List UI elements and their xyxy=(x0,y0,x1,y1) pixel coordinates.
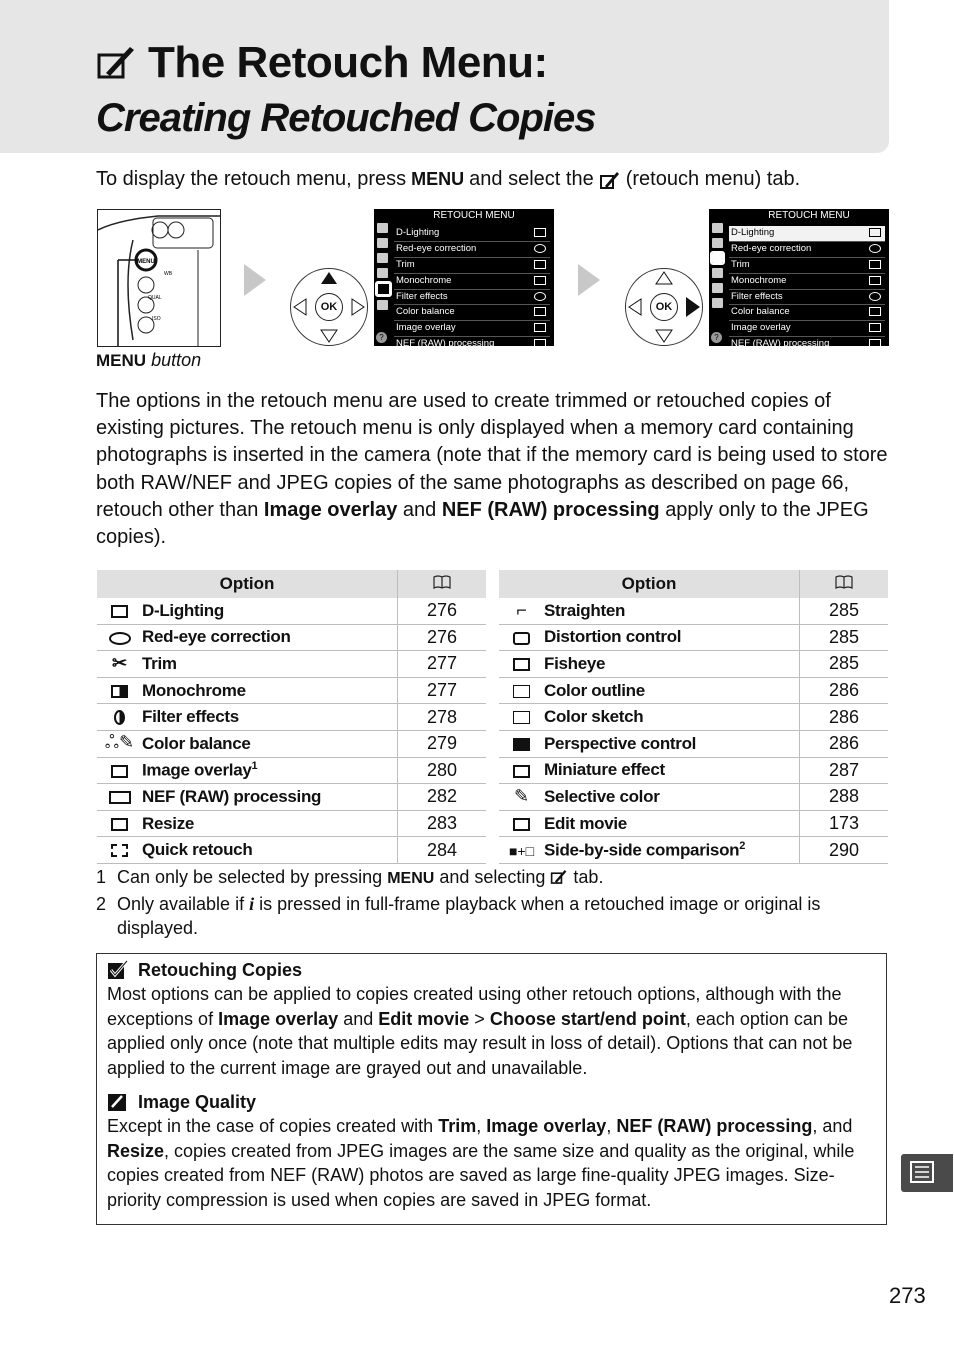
figure-caption xyxy=(96,350,201,371)
retouch-menu-icon xyxy=(96,45,138,81)
table-row: Fisheye 285 xyxy=(499,651,888,678)
lcd-screen-1 xyxy=(374,209,554,350)
table-row: Color sketch 286 xyxy=(499,704,888,731)
table-row: Perspective control 286 xyxy=(499,730,888,757)
filter-effects-icon xyxy=(114,710,125,725)
table-row: Red-eye correction 276 xyxy=(97,624,486,651)
help-icon: ? xyxy=(711,332,722,343)
side-by-side-icon: ■+□ xyxy=(508,842,535,859)
screen-item: Filter effects xyxy=(394,290,550,306)
screen-item-selected: D-Lighting xyxy=(729,226,885,242)
screen-item: Monochrome xyxy=(394,274,550,290)
table-row: Edit movie 173 xyxy=(499,810,888,837)
menu-list-icon xyxy=(901,1154,953,1192)
screen-header: RETOUCH MENU xyxy=(433,210,515,221)
screen-item: Red-eye correction xyxy=(394,242,550,258)
section-side-tab xyxy=(901,1154,953,1192)
step-arrow-2 xyxy=(578,264,600,296)
intro-line xyxy=(96,168,800,191)
screen-item: Color balance xyxy=(394,305,550,321)
perspective-icon xyxy=(513,738,530,751)
table-row: Miniature effect 287 xyxy=(499,757,888,784)
screen-header: RETOUCH MENU xyxy=(768,210,850,221)
table-row: ✂ Trim 277 xyxy=(97,651,486,678)
screen-item: Color balance xyxy=(729,305,885,321)
retouch-tab-icon xyxy=(550,868,568,885)
table-row: Quick retouch 284 xyxy=(97,837,486,864)
info-button-label: i xyxy=(249,893,255,914)
header-option: Option xyxy=(97,570,398,598)
d-lighting-icon xyxy=(111,605,128,618)
table-row: ✎ Selective color 288 xyxy=(499,784,888,811)
table-row: Image overlay$^1$ 280 xyxy=(97,757,486,784)
intro-text-1: To display the retouch menu, press xyxy=(96,168,407,190)
screen-item: D-Lighting xyxy=(394,226,550,242)
note-heading-retouching: Retouching Copies xyxy=(107,958,876,982)
screen-item: Image overlay xyxy=(394,321,550,337)
page-subtitle: Creating Retouched Copies xyxy=(96,96,596,140)
fisheye-icon xyxy=(513,658,530,671)
options-table-left xyxy=(97,570,486,864)
footnote-1: 1 Can only be selected by pressing MENU and selecting tab. xyxy=(96,867,604,887)
screen-item: Red-eye correction xyxy=(729,242,885,258)
screen-item: Trim xyxy=(729,258,885,274)
multi-selector-2 xyxy=(625,268,703,346)
table-row: ⌐ Straighten 285 xyxy=(499,598,888,624)
red-eye-icon xyxy=(109,632,131,645)
note-box xyxy=(96,953,887,1225)
table-row: Distortion control 285 xyxy=(499,624,888,651)
distortion-icon xyxy=(513,632,530,645)
header-option: Option xyxy=(499,570,800,598)
menu-tabs xyxy=(711,219,725,313)
body-paragraph: The options in the retouch menu are used to create trimmed or retouched copies of existing pictures. The retouch menu is only displayed when a memory card containing photographs is inserted in the camera (note that if the memory card is being used to store both RAW/NEF and JPEG copies of the same photographs as described on page 66, retouch other than Image overlay and NEF (RAW) processing apply only to the JPEG copies). xyxy=(96,390,888,549)
book-icon xyxy=(800,570,889,598)
page-title xyxy=(96,38,548,88)
screen-item: Filter effects xyxy=(729,290,885,306)
book-icon xyxy=(398,570,487,598)
straighten-icon: ⌐ xyxy=(516,600,527,621)
svg-text:ISO: ISO xyxy=(152,316,161,322)
quick-retouch-icon xyxy=(111,844,128,857)
note-heading-quality: Image Quality xyxy=(107,1090,876,1114)
edit-movie-icon xyxy=(513,818,530,831)
camera-back-illustration xyxy=(97,209,221,347)
table-row: D-Lighting 276 xyxy=(97,598,486,624)
step-arrow-1 xyxy=(244,264,266,296)
table-row: Resize 283 xyxy=(97,810,486,837)
resize-icon xyxy=(111,818,128,831)
footnotes xyxy=(96,865,886,941)
color-balance-icon: ஃ✎ xyxy=(104,732,135,753)
footnote-2: 2 Only available if i is pressed in full-frame playback when a retouched image or original is displayed. xyxy=(96,893,821,938)
svg-text:WB: WB xyxy=(164,271,173,277)
image-overlay-icon xyxy=(111,765,128,778)
selective-color-icon: ✎ xyxy=(513,786,530,807)
help-icon: ? xyxy=(376,332,387,343)
table-row: ■+□ Side-by-side comparison$^2$ 290 xyxy=(499,837,888,864)
color-outline-icon xyxy=(513,685,530,698)
page-number: 273 xyxy=(889,1283,926,1308)
ok-button: OK xyxy=(650,293,678,321)
options-table-right xyxy=(499,570,888,864)
title-text: The Retouch Menu: xyxy=(148,38,548,87)
note-paragraph-1: Most options can be applied to copies created using other retouch options, although with the exceptions of Image overlay and Edit movie > Choose start/end point, each option can be applied only once (note that multiple edits may result in loss of detail). Options that can not be applied to the current image are grayed out and unavailable. xyxy=(107,984,853,1078)
screen-item: NEF (RAW) processing xyxy=(394,337,550,352)
table-row: Monochrome 277 xyxy=(97,677,486,704)
table-row: Color outline 286 xyxy=(499,677,888,704)
screen-item: Image overlay xyxy=(729,321,885,337)
svg-text:QUAL: QUAL xyxy=(148,295,162,301)
note-paragraph-2: Except in the case of copies created with Trim, Image overlay, NEF (RAW) processing, and Resize, copies created from JPEG images are the same size and quality as the original, while copies created from NEF (RAW) photos are saved as large fine-quality JPEG images. Size-priority compression is used when copies are saved in JPEG format. xyxy=(107,1116,855,1210)
table-row: NEF (RAW) processing 282 xyxy=(97,784,486,811)
miniature-icon xyxy=(513,765,530,778)
checkmark-note-icon xyxy=(107,960,129,980)
menu-button-label: MENU xyxy=(411,169,465,189)
intro-text-3: (retouch menu) tab. xyxy=(625,168,801,190)
color-sketch-icon xyxy=(513,711,530,724)
menu-tabs xyxy=(376,219,390,315)
caption-menu: MENU xyxy=(96,351,147,370)
trim-scissors-icon: ✂ xyxy=(111,653,128,674)
retouch-tab-icon xyxy=(599,170,621,190)
pencil-note-icon xyxy=(107,1092,129,1112)
screen-item: NEF (RAW) processing xyxy=(729,337,885,352)
svg-text:MENU: MENU xyxy=(137,259,155,265)
screen-item: Trim xyxy=(394,258,550,274)
lcd-screen-2 xyxy=(709,209,889,350)
nef-raw-icon xyxy=(109,791,131,804)
monochrome-icon xyxy=(111,685,128,698)
multi-selector-1 xyxy=(290,268,368,346)
ok-button: OK xyxy=(315,293,343,321)
caption-button: button xyxy=(151,350,202,370)
table-row: ஃ✎ Color balance 279 xyxy=(97,730,486,757)
intro-text-2: and select the xyxy=(469,168,594,190)
table-row: Filter effects 278 xyxy=(97,704,486,731)
screen-item: Monochrome xyxy=(729,274,885,290)
